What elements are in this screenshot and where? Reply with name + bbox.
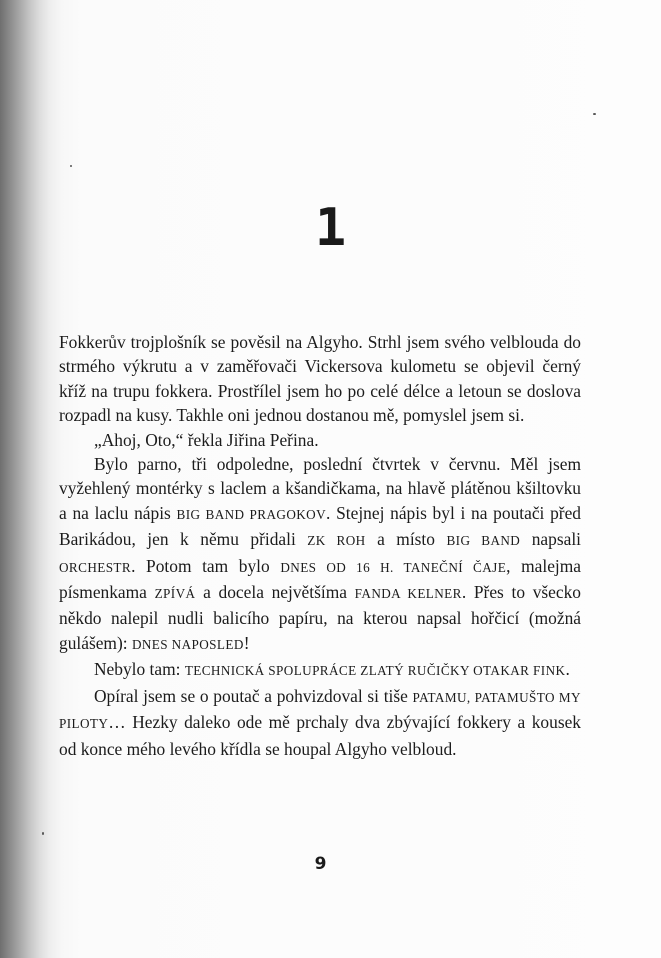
paragraph bbox=[59, 330, 581, 428]
small-caps-text: PATAMU, PATAMUŠTO MY PILOTY bbox=[59, 689, 581, 732]
small-caps-text: FANDA KELNER bbox=[354, 586, 462, 602]
text-run: . Potom tam bylo bbox=[131, 555, 281, 576]
text-run: . Přes to všecko někdo nalepil nudli balicího papíru, na kterou napsal hořčicí (možná gulášem): bbox=[59, 582, 581, 653]
text-run: napsali bbox=[520, 529, 581, 550]
page-number: 9 bbox=[314, 854, 327, 874]
small-caps-text: BIG BAND PRAGOKOV bbox=[176, 506, 327, 522]
text-run: … Hezky daleko ode mě prchaly dva zbývající fokkery a kousek od konce mého levého křídla se houpal Algyho velbloud. bbox=[59, 712, 581, 759]
small-caps-text: DNES NAPOSLED bbox=[131, 636, 244, 652]
text-run: Nebylo tam: bbox=[94, 659, 185, 680]
chapter-number: 1 bbox=[314, 198, 347, 258]
small-caps-text: TECHNICKÁ SPOLUPRÁCE ZLATÝ RUČIČKY OTAKAR FINK bbox=[184, 663, 566, 679]
paper-speck bbox=[70, 165, 72, 167]
text-run: „Ahoj, Oto,“ řekla Jiřina Peřina. bbox=[94, 429, 319, 450]
paragraph bbox=[59, 428, 581, 452]
text-run: ! bbox=[243, 632, 250, 653]
text-run: Fokkerův trojplošník se pověsil na Algyho. Strhl jsem svého velblouda do strmého výkrutu a v zaměřovači Vickersova kulometu se objevil černý kříž na trupu fokkera. Prostřílel jsem ho po celé délce a letoun se doslova rozpadl na kusy. Takhle oni jednou dostanou mě, pomyslel jsem si. bbox=[59, 332, 581, 426]
paper-speck bbox=[593, 113, 596, 115]
text-run: a místo bbox=[365, 529, 447, 550]
paragraph bbox=[59, 684, 581, 761]
small-caps-text: BIG BAND bbox=[446, 533, 521, 549]
paper-speck bbox=[42, 832, 44, 835]
paragraph bbox=[59, 657, 581, 683]
small-caps-text: ZPÍVÁ bbox=[154, 586, 196, 602]
text-run: . bbox=[565, 659, 570, 680]
small-caps-text: ORCHESTR bbox=[59, 559, 132, 575]
chapter-body bbox=[59, 330, 581, 761]
paragraph bbox=[59, 452, 581, 657]
text-run: Bylo parno, tři odpoledne, poslední čtvrtek v červnu. Měl jsem vyžehlený montérky s laclem a kšandičkama, na hlavě plátěnou kšiltovku a na laclu nápis bbox=[59, 454, 581, 523]
text-run: . Stejnej nápis byl i na poutači před Barikádou, jen k němu přidali bbox=[59, 502, 581, 550]
small-caps-text: DNES OD 16 H. TANEČNÍ ČAJE bbox=[280, 559, 507, 575]
text-run: Opíral jsem se o poutač a pohvizdoval si tiše bbox=[94, 685, 413, 706]
text-run: a docela největšíma bbox=[195, 582, 355, 603]
text-run: , malejma písmenkama bbox=[59, 555, 581, 603]
small-caps-text: ZK ROH bbox=[307, 533, 366, 549]
